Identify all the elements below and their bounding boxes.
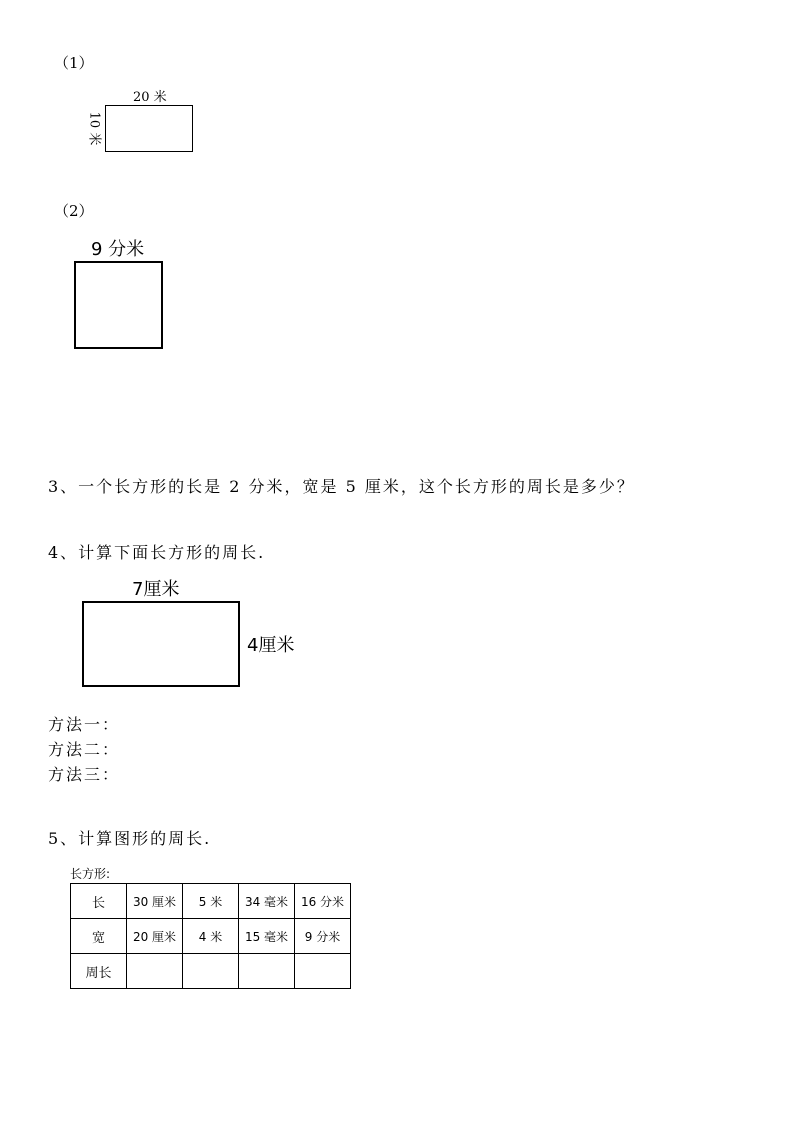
table-caption: 长方形: bbox=[70, 867, 111, 881]
table-cell: 15 毫米 bbox=[239, 919, 295, 954]
row-header-length: 长 bbox=[71, 884, 127, 919]
answer-cell[interactable] bbox=[295, 954, 351, 989]
table-cell: 30 厘米 bbox=[127, 884, 183, 919]
table-cell: 4 米 bbox=[183, 919, 239, 954]
method-1: 方法一： bbox=[48, 715, 121, 734]
q4-rectangle bbox=[82, 601, 240, 687]
part1-side-dimension: 10 米 bbox=[86, 111, 102, 146]
table-cell: 34 毫米 bbox=[239, 884, 295, 919]
table-row bbox=[71, 884, 351, 919]
answer-cell[interactable] bbox=[183, 954, 239, 989]
question-3: 3、一个长方形的长是 2 分米，宽是 5 厘米，这个长方形的周长是多少？ bbox=[48, 477, 635, 496]
part2-top-dimension: 9 分米 bbox=[91, 239, 145, 260]
table-cell: 20 厘米 bbox=[127, 919, 183, 954]
part1-label: （1） bbox=[54, 54, 94, 72]
method-2: 方法二： bbox=[48, 740, 121, 759]
part2-label: （2） bbox=[54, 202, 94, 220]
table-row bbox=[71, 919, 351, 954]
q4-top-dimension: 7厘米 bbox=[132, 579, 180, 600]
method-3: 方法三： bbox=[48, 765, 121, 784]
part2-square bbox=[74, 261, 163, 349]
table-cell: 9 分米 bbox=[295, 919, 351, 954]
row-header-perimeter: 周长 bbox=[71, 954, 127, 989]
part1-rectangle bbox=[105, 105, 193, 152]
answer-cell[interactable] bbox=[127, 954, 183, 989]
answer-cell[interactable] bbox=[239, 954, 295, 989]
part1-top-dimension: 20 米 bbox=[133, 90, 167, 105]
q4-side-dimension: 4厘米 bbox=[247, 635, 295, 656]
table-row bbox=[71, 954, 351, 989]
table-cell: 16 分米 bbox=[295, 884, 351, 919]
perimeter-table bbox=[70, 883, 351, 989]
table-cell: 5 米 bbox=[183, 884, 239, 919]
question-5: 5、计算图形的周长. bbox=[48, 829, 212, 848]
question-4: 4、计算下面长方形的周长. bbox=[48, 543, 266, 562]
row-header-width: 宽 bbox=[71, 919, 127, 954]
